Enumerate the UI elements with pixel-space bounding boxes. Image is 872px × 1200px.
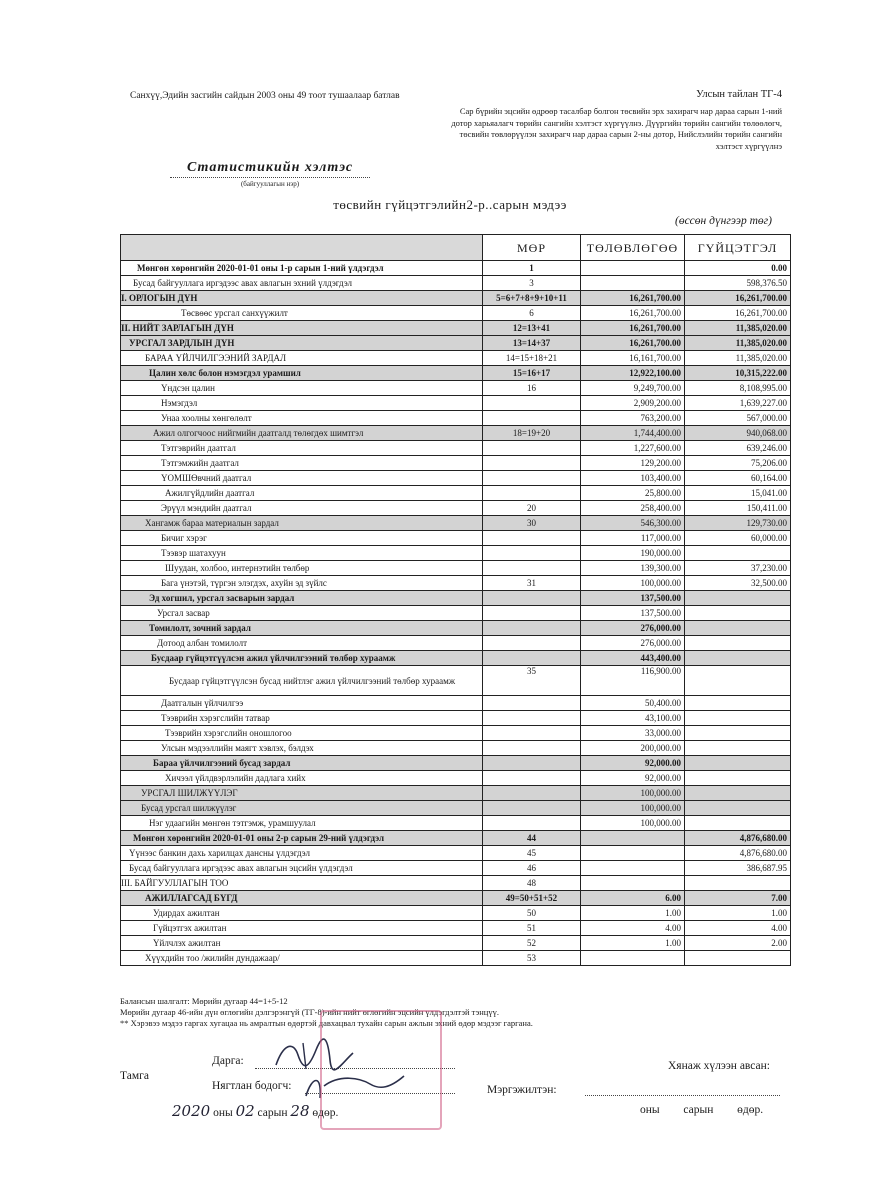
date-left-month-suffix: сарын [257,1107,288,1119]
table-row [121,771,791,786]
table-row [121,351,791,366]
table-row [121,846,791,861]
table-row [121,816,791,831]
plan-value: 100,000.00 [581,576,685,591]
actual-value: 1.00 [685,906,791,921]
table-row [121,336,791,351]
row-name: Цалин хөлс болон нэмэгдэл урамшил [121,366,483,381]
actual-value: 940,068.00 [685,426,791,441]
table-row [121,636,791,651]
row-name: Бусад байгууллага иргэдээс авах авлагын эхний үлдэгдэл [121,276,483,291]
plan-value: 137,500.00 [581,591,685,606]
plan-value: 116,900.00 [581,666,685,696]
plan-value: 92,000.00 [581,756,685,771]
row-name: УРСГАЛ ШИЛЖҮҮЛЭГ [121,786,483,801]
row-number [483,801,581,816]
plan-value: 16,261,700.00 [581,321,685,336]
plan-value: 9,249,700.00 [581,381,685,396]
table-row [121,591,791,606]
document-title: төсвийн гүйцэтгэлийн2-р..сарын мэдээ [333,197,567,212]
submission-instruction: Сар бүрийн эцсийн өдрөөр тасалбар болгон төсвийн эрх захирагч нар дараа сарын 1-ний дотор харьяалагч төрийн сангийн хэлтэст хүргүүлнэ. Дүүргийн төрийн сангийн төлөөлөгч, төсвийн төвлөрүүлэн захирагч нар дараа сарын 2-ны дотор, Нийслэлийн төрийн сангийн хэлтэст хүргүүлнэ [451,106,782,151]
actual-value [685,816,791,831]
row-number: 35 [483,666,581,696]
table-row [121,426,791,441]
header-row-number: МӨР [483,235,581,261]
row-name: Бусад урсгал шилжүүлэг [121,801,483,816]
row-number [483,606,581,621]
actual-value: 4,876,680.00 [685,831,791,846]
row-number: 3 [483,276,581,291]
table-row [121,891,791,906]
row-number: 20 [483,501,581,516]
table-row [121,321,791,336]
row-name: Бусдаар гүйцэтгүүлсэн бусад нийтлэг ажил үйлчилгээний төлбөр хураамж [121,666,483,696]
actual-value: 4.00 [685,921,791,936]
actual-value: 7.00 [685,891,791,906]
received-label: Хянаж хүлээн авсан: [668,1060,770,1072]
row-name: Бичиг хэрэг [121,531,483,546]
actual-value: 567,000.00 [685,411,791,426]
actual-value: 11,385,020.00 [685,336,791,351]
row-name: Шуудан, холбоо, интернэтийн төлбөр [121,561,483,576]
table-row [121,516,791,531]
table-row [121,546,791,561]
plan-value: 43,100.00 [581,711,685,726]
plan-value: 100,000.00 [581,816,685,831]
row-number [483,636,581,651]
row-number [483,696,581,711]
row-name: Тээврийн хэрэгслийн оношлогоо [121,726,483,741]
row-name: Дотоод албан томилолт [121,636,483,651]
row-name: Улсын мэдээллийн маягт хэвлэх, бэлдэх [121,741,483,756]
table-row [121,531,791,546]
row-name: Үүнээс банкин дахь харилцах дансны үлдэгдэл [121,846,483,861]
actual-value: 11,385,020.00 [685,321,791,336]
date-right-year-suffix: оны [640,1104,660,1116]
actual-value: 75,206.00 [685,456,791,471]
row-name: Хичээл үйлдвэрлэлийн дадлага хийх [121,771,483,786]
plan-value: 4.00 [581,921,685,936]
accountant-label: Нягтлан бодогч: [212,1080,292,1092]
row-name: Бага үнэтэй, түргэн элэгдэх, ахуйн эд зүйлс [121,576,483,591]
actual-value [685,546,791,561]
row-name: Мөнгөн хөрөнгийн 2020-01-01 оны 1-р сарын 1-ний үлдэгдэл [121,261,483,276]
row-name: Гүйцэтгэх ажилтан [121,921,483,936]
row-name: УРСГАЛ ЗАРДЛЫН ДҮН [121,336,483,351]
actual-value: 8,108,995.00 [685,381,791,396]
plan-value: 1,227,600.00 [581,441,685,456]
actual-value [685,801,791,816]
plan-value: 276,000.00 [581,636,685,651]
actual-value: 1,639,227.00 [685,396,791,411]
plan-value: 100,000.00 [581,786,685,801]
row-name: Томилолт, зочний зардал [121,621,483,636]
row-number: 15=16+17 [483,366,581,381]
row-number: 6 [483,306,581,321]
director-label: Дарга: [212,1055,244,1067]
plan-value: 137,500.00 [581,606,685,621]
table-row [121,861,791,876]
table-row [121,306,791,321]
actual-value [685,696,791,711]
actual-value [685,591,791,606]
table-row [121,711,791,726]
date-left [172,1102,338,1120]
row-number: 44 [483,831,581,846]
row-number: 48 [483,876,581,891]
actual-value: 0.00 [685,261,791,276]
row-name: Эрүүл мэндийн даатгал [121,501,483,516]
row-number: 31 [483,576,581,591]
row-name: II. НИЙТ ЗАРЛАГЫН ДҮН [121,321,483,336]
row-name: Төсвөөс урсгал санхүүжилт [121,306,483,321]
actual-value: 11,385,020.00 [685,351,791,366]
actual-value: 10,315,222.00 [685,366,791,381]
table-row [121,741,791,756]
row-number [483,531,581,546]
plan-value: 103,400.00 [581,471,685,486]
row-name: АЖИЛЛАГСАД БҮГД [121,891,483,906]
actual-value [685,786,791,801]
actual-value: 639,246.00 [685,441,791,456]
table-row [121,576,791,591]
stamp-label: Тамга [120,1070,149,1082]
row-number: 12=13+41 [483,321,581,336]
row-name: Удирдах ажилтан [121,906,483,921]
row-number: 13=14+37 [483,336,581,351]
date-left-day-suffix: өдөр. [312,1107,339,1119]
actual-value [685,756,791,771]
row-number [483,726,581,741]
row-number [483,741,581,756]
plan-value: 1.00 [581,906,685,921]
table-row [121,801,791,816]
organization-label: (байгууллагын нэр) [240,180,300,188]
row-name: I. ОРЛОГЫН ДҮН [121,291,483,306]
actual-value [685,636,791,651]
specialist-label: Мэргэжилтэн: [487,1084,557,1096]
table-header-row [121,235,791,261]
actual-value: 60,164.00 [685,471,791,486]
plan-value: 117,000.00 [581,531,685,546]
plan-value: 190,000.00 [581,546,685,561]
row-number [483,756,581,771]
table-row [121,291,791,306]
actual-value: 150,411.00 [685,501,791,516]
row-number [483,621,581,636]
actual-value: 2.00 [685,936,791,951]
row-name: Эд хогшил, урсгал засварын зардал [121,591,483,606]
row-number [483,591,581,606]
plan-value: 2,909,200.00 [581,396,685,411]
plan-value: 33,000.00 [581,726,685,741]
actual-value [685,606,791,621]
actual-value [685,666,791,696]
row-number: 45 [483,846,581,861]
row-number: 14=15+18+21 [483,351,581,366]
actual-value [685,651,791,666]
actual-value [685,951,791,966]
actual-value: 32,500.00 [685,576,791,591]
date-right-day-suffix: өдөр. [737,1104,764,1116]
table-row [121,561,791,576]
row-name: Хүүхдийн тоо /жилийн дундажаар/ [121,951,483,966]
table-row [121,381,791,396]
table-row [121,696,791,711]
table-row [121,936,791,951]
row-number: 51 [483,921,581,936]
plan-value: 25,800.00 [581,486,685,501]
plan-value: 16,261,700.00 [581,336,685,351]
budget-table [120,234,791,966]
table-row [121,906,791,921]
date-left-year-suffix: оны [213,1107,233,1119]
row-number [483,816,581,831]
date-left-year: 2020 [172,1102,211,1120]
header-actual: ГҮЙЦЭТГЭЛ [685,235,791,261]
row-number: 50 [483,906,581,921]
table-row [121,456,791,471]
row-number [483,411,581,426]
plan-value [581,846,685,861]
plan-value: 6.00 [581,891,685,906]
report-code: Улсын тайлан ТГ-4 [696,89,782,100]
date-left-day: 28 [290,1102,310,1120]
plan-value: 276,000.00 [581,621,685,636]
plan-value [581,831,685,846]
footnote-holiday: ** Хэрэвээ мэдээ гаргах хугацаа нь амралтын өдөртэй давхацвал тухайн сарын ажлын эхний өдөр мэдээг гаргана. [120,1018,533,1028]
table-row [121,261,791,276]
date-left-month: 02 [235,1102,255,1120]
row-name: Үйлчлэх ажилтан [121,936,483,951]
plan-value [581,261,685,276]
row-number: 52 [483,936,581,951]
row-number [483,456,581,471]
plan-value: 258,400.00 [581,501,685,516]
row-name: Тээврийн хэрэгслийн татвар [121,711,483,726]
plan-value [581,276,685,291]
actual-value [685,711,791,726]
row-name: Ажилгүйдлийн даатгал [121,486,483,501]
approval-text: Санхүү,Эдийн засгийн сайдын 2003 оны 49 тоот тушаалаар батлав [130,91,400,101]
actual-value: 37,230.00 [685,561,791,576]
plan-value: 763,200.00 [581,411,685,426]
header-name [121,235,483,261]
row-name: Тэтгэмжийн даатгал [121,456,483,471]
plan-value [581,861,685,876]
actual-value: 386,687.95 [685,861,791,876]
row-number [483,396,581,411]
footnote-balance-check: Балансын шалгалт: Мөрийн дугаар 44=1+5-12 [120,996,288,1006]
row-number: 46 [483,861,581,876]
document-subtitle: (өссөн дүнгээр төг) [674,215,772,227]
table-row [121,621,791,636]
row-name: Тээвэр шатахуун [121,546,483,561]
actual-value: 16,261,700.00 [685,306,791,321]
table-row [121,921,791,936]
row-name: III. БАЙГУУЛЛАГЫН ТОО [121,876,483,891]
row-name: Даатгалын үйлчилгээ [121,696,483,711]
row-number [483,546,581,561]
footnote-row-46: Мөрийн дугаар 46-ийн дүн өглөгийн дэлгэрэнгүй (ТГ-8)-ийн нийт өглөгийн эцсийн үлдэгдэлтэй тэнцүү. [120,1007,499,1017]
table-row [121,501,791,516]
row-name: Нэг удаагийн мөнгөн тэтгэмж, урамшуулал [121,816,483,831]
row-number [483,651,581,666]
table-row [121,726,791,741]
plan-value: 1,744,400.00 [581,426,685,441]
table-row [121,786,791,801]
table-row [121,651,791,666]
plan-value: 129,200.00 [581,456,685,471]
row-number [483,771,581,786]
row-number: 30 [483,516,581,531]
row-name: Тэтгэврийн даатгал [121,441,483,456]
plan-value: 200,000.00 [581,741,685,756]
plan-value: 92,000.00 [581,771,685,786]
row-number [483,561,581,576]
plan-value: 16,261,700.00 [581,306,685,321]
row-name: Хангамж бараа материалын зардал [121,516,483,531]
actual-value [685,771,791,786]
table-row [121,411,791,426]
table-row [121,951,791,966]
actual-value [685,726,791,741]
plan-value [581,951,685,966]
row-number: 1 [483,261,581,276]
row-number [483,471,581,486]
table-row [121,606,791,621]
row-number: 18=19+20 [483,426,581,441]
row-name: Урсгал засвар [121,606,483,621]
row-name: Унаа хоолны хөнгөлөлт [121,411,483,426]
table-row [121,486,791,501]
row-name: Үндсэн цалин [121,381,483,396]
plan-value [581,876,685,891]
plan-value: 1.00 [581,936,685,951]
actual-value: 16,261,700.00 [685,291,791,306]
row-number [483,486,581,501]
actual-value [685,876,791,891]
table-row [121,276,791,291]
plan-value: 16,261,700.00 [581,291,685,306]
date-right [640,1104,780,1116]
row-name: Нэмэгдэл [121,396,483,411]
organization-name: Статистикийн хэлтэс [186,160,354,175]
date-right-month-suffix: сарын [683,1104,714,1116]
actual-value: 15,041.00 [685,486,791,501]
row-number: 53 [483,951,581,966]
row-name: Бараа үйлчилгээний бусад зардал [121,756,483,771]
table-row [121,876,791,891]
table-row [121,471,791,486]
actual-value [685,621,791,636]
organization-line [170,177,370,178]
row-number: 49=50+51+52 [483,891,581,906]
actual-value: 598,376.50 [685,276,791,291]
row-number: 5=6+7+8+9+10+11 [483,291,581,306]
row-name: Бусдаар гүйцэтгүүлсэн ажил үйлчилгээний төлбөр хураамж [121,651,483,666]
row-name: Ажил олгогчоос нийгмийн даатгалд төлөгдөх шимтгэл [121,426,483,441]
plan-value: 12,922,100.00 [581,366,685,381]
table-row [121,441,791,456]
specialist-line [585,1095,780,1096]
table-row [121,756,791,771]
row-number [483,786,581,801]
actual-value: 129,730.00 [685,516,791,531]
plan-value: 139,300.00 [581,561,685,576]
plan-value: 443,400.00 [581,651,685,666]
row-number: 16 [483,381,581,396]
header-plan: ТӨЛӨВЛӨГӨӨ [581,235,685,261]
row-number [483,711,581,726]
plan-value: 100,000.00 [581,801,685,816]
table-row [121,831,791,846]
row-name: Мөнгөн хөрөнгийн 2020-01-01 оны 2-р сарын 29-ний үлдэгдэл [121,831,483,846]
table-row [121,396,791,411]
plan-value: 546,300.00 [581,516,685,531]
row-number [483,441,581,456]
table-row [121,666,791,696]
row-name: ҮОМШӨвчний даатгал [121,471,483,486]
actual-value [685,741,791,756]
actual-value: 4,876,680.00 [685,846,791,861]
row-name: БАРАА ҮЙЛЧИЛГЭЭНИЙ ЗАРДАЛ [121,351,483,366]
row-name: Бусад байгууллага иргэдээс авах авлагын эцсийн үлдэгдэл [121,861,483,876]
actual-value: 60,000.00 [685,531,791,546]
plan-value: 50,400.00 [581,696,685,711]
table-row [121,366,791,381]
plan-value: 16,161,700.00 [581,351,685,366]
